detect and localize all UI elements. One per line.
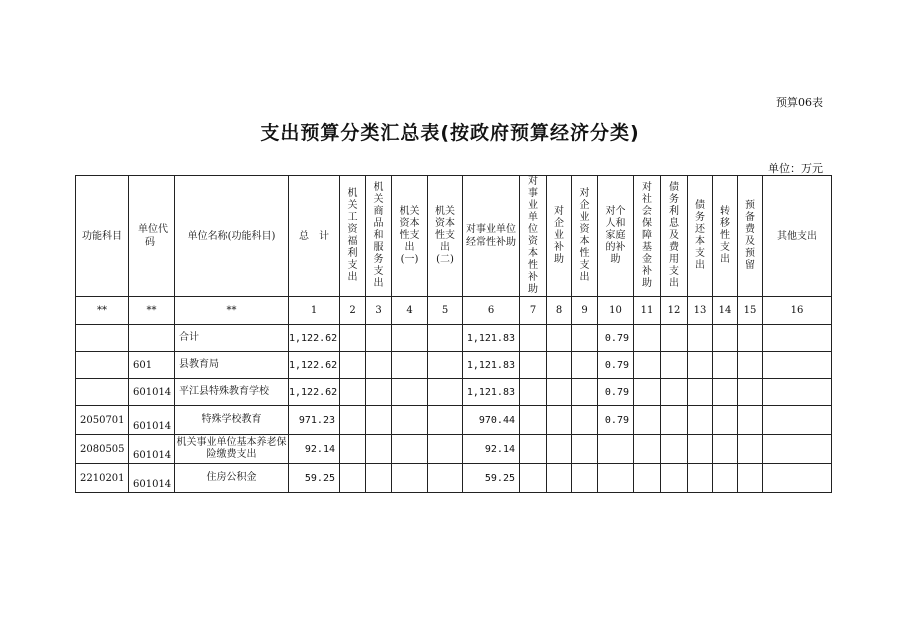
empty-cell [763,406,832,435]
empty-cell [547,379,572,406]
empty-cell [738,352,763,379]
empty-cell [661,406,688,435]
index-cell: 7 [520,297,547,325]
empty-cell [428,352,463,379]
col-header-enterprise-subsidy: 对企业补助 [547,176,572,297]
empty-cell [366,406,392,435]
index-cell: 13 [688,297,713,325]
empty-cell [688,325,713,352]
empty-cell [547,352,572,379]
empty-cell [688,352,713,379]
form-number: 预算06表 [776,96,823,109]
unit-name-cell: 县教育局 [175,352,289,379]
total-cell: 971.23 [289,406,340,435]
empty-cell [340,379,366,406]
institution-subsidy-cell: 1,121.83 [463,325,520,352]
empty-cell [738,325,763,352]
empty-cell [713,464,738,493]
empty-cell [688,379,713,406]
empty-cell [763,464,832,493]
empty-cell [428,464,463,493]
unit-name-cell: 住房公积金 [175,464,289,493]
func-code-cell [76,379,129,406]
empty-cell [547,406,572,435]
col-header-function-subject: 功能科目 [76,176,129,297]
empty-cell [738,379,763,406]
institution-subsidy-cell: 970.44 [463,406,520,435]
institution-subsidy-cell: 92.14 [463,435,520,464]
func-code-cell [76,325,129,352]
empty-cell [634,464,661,493]
empty-cell [392,325,428,352]
col-header-reserve: 预备费及预留 [738,176,763,297]
empty-cell [572,379,598,406]
index-cell: 11 [634,297,661,325]
col-header-total: 总 计 [289,176,340,297]
empty-cell [428,435,463,464]
empty-cell [661,352,688,379]
unit-name-cell: 特殊学校教育 [175,406,289,435]
empty-cell [428,379,463,406]
empty-cell [738,464,763,493]
empty-cell [572,435,598,464]
empty-cell [392,406,428,435]
col-header-wage-welfare: 机关工资福利支出 [340,176,366,297]
table-row [76,464,832,493]
unit-name-cell: 机关事业单位基本养老保险缴费支出 [175,435,289,464]
empty-cell [661,325,688,352]
empty-cell [572,406,598,435]
empty-cell [634,379,661,406]
empty-cell [520,325,547,352]
index-cell: 16 [763,297,832,325]
func-code-cell: 2080505 [76,435,129,464]
empty-cell [688,464,713,493]
empty-cell [688,406,713,435]
empty-cell [713,352,738,379]
household-subsidy-cell [598,464,634,493]
empty-cell [634,406,661,435]
index-cell: 1 [289,297,340,325]
func-code-cell: 2210201 [76,464,129,493]
empty-cell [366,352,392,379]
empty-cell [763,435,832,464]
empty-cell [763,325,832,352]
unit-name-cell: 合计 [175,325,289,352]
institution-subsidy-cell: 1,121.83 [463,379,520,406]
empty-cell [634,325,661,352]
empty-cell [340,464,366,493]
col-header-debt-interest: 债务利息及费用支出 [661,176,688,297]
empty-cell [520,379,547,406]
index-cell: 6 [463,297,520,325]
page-title: 支出预算分类汇总表(按政府预算经济分类) [260,122,640,144]
household-subsidy-cell: 0.79 [598,379,634,406]
empty-cell [572,352,598,379]
institution-subsidy-cell: 1,121.83 [463,352,520,379]
unit-code-cell: 601014 [129,464,175,493]
empty-cell [661,464,688,493]
col-header-institution-subsidy: 对事业单位经常性补助 [463,176,520,297]
empty-cell [520,352,547,379]
unit-code-cell: 601014 [129,435,175,464]
index-cell: 10 [598,297,634,325]
total-cell: 1,122.62 [289,325,340,352]
unit-code-cell [129,325,175,352]
total-cell: 1,122.62 [289,352,340,379]
col-header-transfer: 转移性支出 [713,176,738,297]
col-header-enterprise-capital: 对企业资本性支出 [572,176,598,297]
empty-cell [661,435,688,464]
header-row [76,176,832,297]
empty-cell [520,464,547,493]
empty-cell [713,435,738,464]
col-header-goods-services: 机关商品和服务支出 [366,176,392,297]
empty-cell [340,325,366,352]
index-cell: ** [76,297,129,325]
empty-cell [520,435,547,464]
empty-cell [366,379,392,406]
institution-subsidy-cell: 59.25 [463,464,520,493]
empty-cell [634,435,661,464]
col-header-capital-2: 机关资本性支出(二) [428,176,463,297]
empty-cell [520,406,547,435]
empty-cell [634,352,661,379]
col-header-institution-capital: 对事业单位资本性补助 [520,176,547,297]
empty-cell [738,435,763,464]
empty-cell [366,325,392,352]
unit-label: 单位：万元 [768,162,823,175]
index-cell: 4 [392,297,428,325]
empty-cell [763,352,832,379]
index-cell: 12 [661,297,688,325]
unit-code-cell: 601 [129,352,175,379]
index-cell: 5 [428,297,463,325]
index-cell: 3 [366,297,392,325]
table-row [76,352,832,379]
empty-cell [572,325,598,352]
empty-cell [688,435,713,464]
col-header-unit-code: 单位代码 [129,176,175,297]
household-subsidy-cell [598,435,634,464]
household-subsidy-cell: 0.79 [598,325,634,352]
empty-cell [392,352,428,379]
unit-code-cell: 601014 [129,379,175,406]
total-cell: 59.25 [289,464,340,493]
index-cell: ** [175,297,289,325]
func-code-cell: 2050701 [76,406,129,435]
empty-cell [392,379,428,406]
unit-code-cell: 601014 [129,406,175,435]
empty-cell [572,464,598,493]
empty-cell [547,435,572,464]
col-header-household-subsidy: 对个人和家庭的补助 [598,176,634,297]
empty-cell [340,406,366,435]
table-row [76,379,832,406]
empty-cell [713,406,738,435]
index-row [76,297,832,325]
empty-cell [763,379,832,406]
budget-table [75,175,832,493]
table-row [76,325,832,352]
empty-cell [547,464,572,493]
index-cell: 8 [547,297,572,325]
index-cell: 14 [713,297,738,325]
empty-cell [661,379,688,406]
index-cell: 9 [572,297,598,325]
household-subsidy-cell: 0.79 [598,352,634,379]
empty-cell [340,352,366,379]
empty-cell [738,406,763,435]
unit-name-cell: 平江县特殊教育学校 [175,379,289,406]
empty-cell [428,406,463,435]
empty-cell [713,379,738,406]
empty-cell [428,325,463,352]
empty-cell [713,325,738,352]
index-cell: 2 [340,297,366,325]
col-header-unit-name: 单位名称(功能科目) [175,176,289,297]
index-cell: ** [129,297,175,325]
table-row [76,435,832,464]
total-cell: 1,122.62 [289,379,340,406]
total-cell: 92.14 [289,435,340,464]
empty-cell [392,464,428,493]
empty-cell [392,435,428,464]
empty-cell [366,464,392,493]
col-header-other: 其他支出 [763,176,832,297]
col-header-social-security: 对社会保障基金补助 [634,176,661,297]
empty-cell [366,435,392,464]
col-header-debt-principal: 债务还本支出 [688,176,713,297]
empty-cell [340,435,366,464]
index-cell: 15 [738,297,763,325]
col-header-capital-1: 机关资本性支出(一) [392,176,428,297]
household-subsidy-cell: 0.79 [598,406,634,435]
empty-cell [547,325,572,352]
func-code-cell [76,352,129,379]
table-row [76,406,832,435]
